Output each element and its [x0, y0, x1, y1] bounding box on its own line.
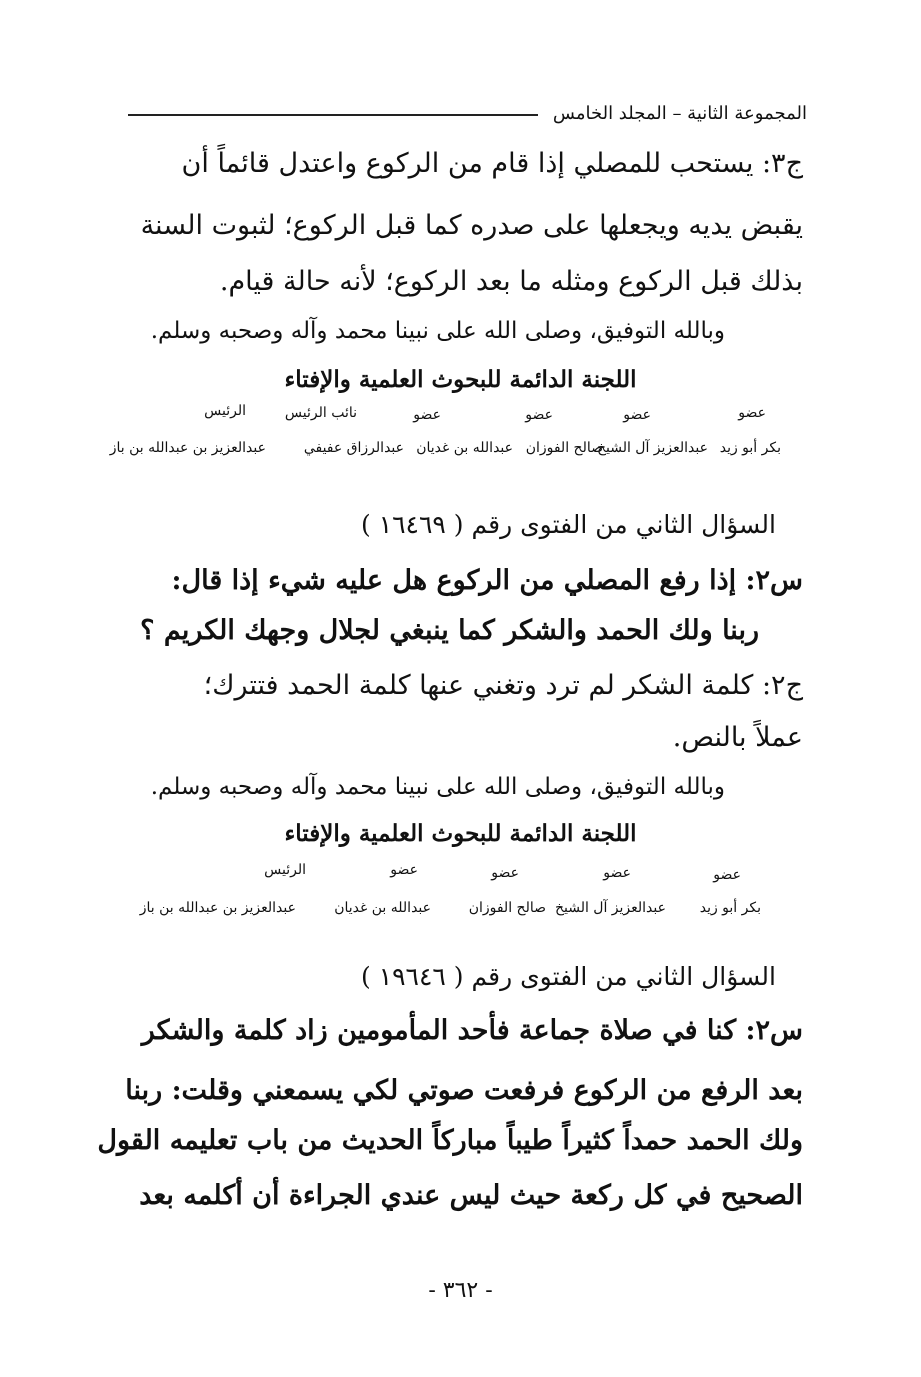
committee2-role-2: عضو: [603, 865, 631, 881]
committee1-role-3: عضو: [525, 407, 553, 423]
answer1-closing: وبالله التوفيق، وصلى الله على نبينا محمد وآله وصحبه وسلم.: [150, 318, 725, 344]
committee2-name-2: عبدالعزيز آل الشيخ: [554, 900, 666, 916]
committee2-name-1: بكر أبو زيد: [699, 900, 761, 916]
fatwa3-heading: السؤال الثاني من الفتوى رقم ( ١٩٦٤٦ ): [360, 962, 776, 991]
page-number: - ٣٦٢ -: [428, 1278, 493, 1303]
header-rule: [128, 114, 538, 116]
committee1-name-3: صالح الفوزان: [525, 440, 603, 456]
committee2-role-5: الرئيس: [264, 862, 306, 878]
committee1-role-6: الرئيس: [204, 403, 246, 419]
fatwa3-question-line-1: س٢: كنا في صلاة جماعة فأحد المأمومين زاد كلمة والشكر: [141, 1015, 803, 1046]
committee2-role-1: عضو: [713, 867, 741, 883]
fatwa3-question-line-3: ولك الحمد حمداً كثيراً طيباً مباركاً الحديث من باب تعليمه القول: [97, 1125, 803, 1156]
committee2-name-4: عبدالله بن غديان: [334, 900, 431, 916]
committee1-role-4: عضو: [413, 407, 441, 423]
committee2-name-5: عبدالعزيز بن عبدالله بن باز: [139, 900, 296, 916]
fatwa2-heading: السؤال الثاني من الفتوى رقم ( ١٦٤٦٩ ): [360, 510, 776, 539]
fatwa2-question-line-2: ربنا ولك الحمد والشكر كما ينبغي لجلال وجهك الكريم ؟: [140, 615, 759, 646]
committee1-name-2: عبدالعزيز آل الشيخ: [596, 440, 708, 456]
fatwa2-question-line-1: س٢: إذا رفع المصلي من الركوع هل عليه شيء إذا قال:: [171, 565, 803, 596]
answer1-line-1: ج٣: يستحب للمصلي إذا قام من الركوع واعتدل قائماً أن: [181, 148, 803, 179]
answer1-line-3: بذلك قبل الركوع ومثله ما بعد الركوع؛ لأنه حالة قيام.: [219, 266, 803, 297]
committee1-name-6: عبدالعزيز بن عبدالله بن باز: [109, 440, 266, 456]
committee1-role-2: عضو: [623, 407, 651, 423]
answer1-line-2: يقبض يديه ويجعلها على صدره كما قبل الركوع؛ لثبوت السنة: [140, 210, 803, 241]
committee1-title: اللجنة الدائمة للبحوث العلمية والإفتاء: [284, 366, 637, 393]
committee1-name-4: عبدالله بن غديان: [416, 440, 513, 456]
committee2-name-3: صالح الفوزان: [468, 900, 546, 916]
committee2-role-4: عضو: [390, 862, 418, 878]
fatwa3-question-line-4: الصحيح في كل ركعة حيث ليس عندي الجراءة أن أكلمه بعد: [139, 1180, 803, 1211]
committee1-name-1: بكر أبو زيد: [719, 440, 781, 456]
committee1-role-1: عضو: [738, 405, 766, 421]
committee1-name-5: عبدالرزاق عفيفي: [303, 440, 404, 456]
fatwa2-answer-line-1: ج٢: كلمة الشكر لم ترد وتغني عنها كلمة الحمد فتترك؛: [203, 670, 803, 701]
running-header: المجموعة الثانية – المجلد الخامس: [552, 103, 807, 124]
fatwa2-closing: وبالله التوفيق، وصلى الله على نبينا محمد وآله وصحبه وسلم.: [150, 774, 725, 800]
fatwa3-question-line-2: بعد الرفع من الركوع فرفعت صوتي لكي يسمعني وقلت: ربنا: [125, 1075, 803, 1106]
fatwa2-answer-line-2: عملاً بالنص.: [672, 722, 803, 753]
committee2-role-3: عضو: [491, 865, 519, 881]
committee1-role-5: نائب الرئيس: [284, 405, 357, 421]
committee2-title: اللجنة الدائمة للبحوث العلمية والإفتاء: [284, 820, 637, 847]
